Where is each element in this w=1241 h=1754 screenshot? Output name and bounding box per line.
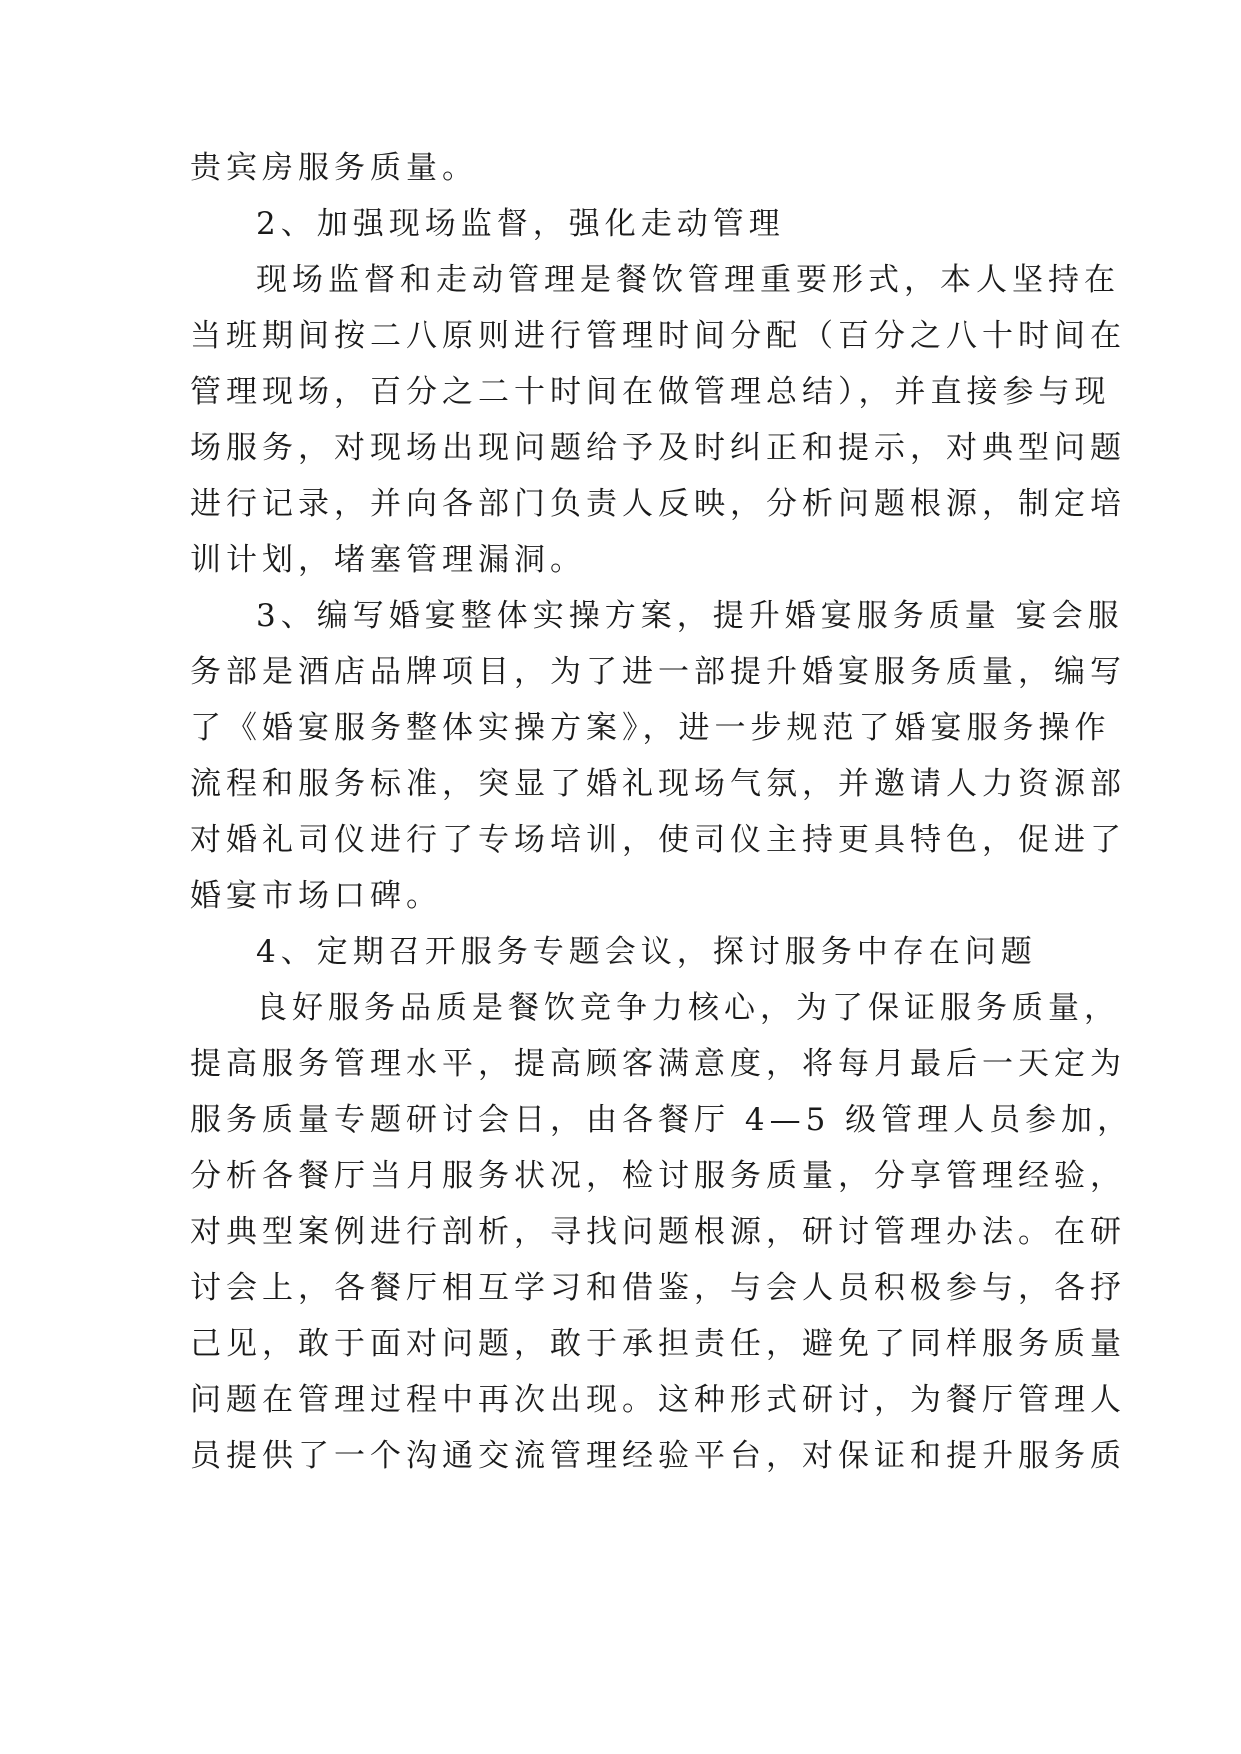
text-line: 良好服务品质是餐饮竞争力核心，为了保证服务质量，: [256, 990, 1120, 1026]
text-line: 进行记录，并向各部门负责人反映，分析问题根源，制定培: [190, 486, 1126, 522]
text-line: 分析各餐厅当月服务状况，检讨服务质量，分享管理经验，: [190, 1158, 1126, 1194]
text-line: 对典型案例进行剖析，寻找问题根源，研讨管理办法。在研: [190, 1214, 1126, 1250]
text-line: 提高服务管理水平，提高顾客满意度，将每月最后一天定为: [190, 1046, 1126, 1082]
text-line: 了《婚宴服务整体实操方案》，进一步规范了婚宴服务操作: [190, 710, 1111, 746]
text-line: 训计划，堵塞管理漏洞。: [190, 542, 586, 578]
text-line: 对婚礼司仪进行了专场培训，使司仪主持更具特色，促进了: [190, 822, 1126, 858]
section-heading: 4、定期召开服务专题会议，探讨服务中存在问题: [256, 934, 1037, 970]
section-heading: 3、编写婚宴整体实操方案，提升婚宴服务质量 宴会服: [256, 598, 1124, 634]
text-line: 流程和服务标准，突显了婚礼现场气氛，并邀请人力资源部: [190, 766, 1126, 802]
text-line: 务部是酒店品牌项目，为了进一部提升婚宴服务质量，编写: [190, 654, 1126, 690]
section-heading: 2、加强现场监督，强化走动管理: [256, 206, 785, 242]
text-line: 婚宴市场口碑。: [190, 878, 442, 914]
text-line: 当班期间按二八原则进行管理时间分配（百分之八十时间在: [190, 318, 1126, 354]
text-line: 己见，敢于面对问题，敢于承担责任，避免了同样服务质量: [190, 1326, 1126, 1362]
text-line: 贵宾房服务质量。: [190, 150, 478, 186]
text-line: 服务质量专题研讨会日，由各餐厅 4—5 级管理人员参加，: [190, 1102, 1134, 1138]
text-line: 管理现场，百分之二十时间在做管理总结），并直接参与现: [190, 374, 1111, 410]
text-line: 问题在管理过程中再次出现。这种形式研讨，为餐厅管理人: [190, 1382, 1126, 1418]
text-line: 现场监督和走动管理是餐饮管理重要形式，本人坚持在: [256, 262, 1120, 298]
text-line: 员提供了一个沟通交流管理经验平台，对保证和提升服务质: [190, 1438, 1126, 1474]
text-line: 讨会上，各餐厅相互学习和借鉴，与会人员积极参与，各抒: [190, 1270, 1126, 1306]
text-line: 场服务，对现场出现问题给予及时纠正和提示，对典型问题: [190, 430, 1126, 466]
